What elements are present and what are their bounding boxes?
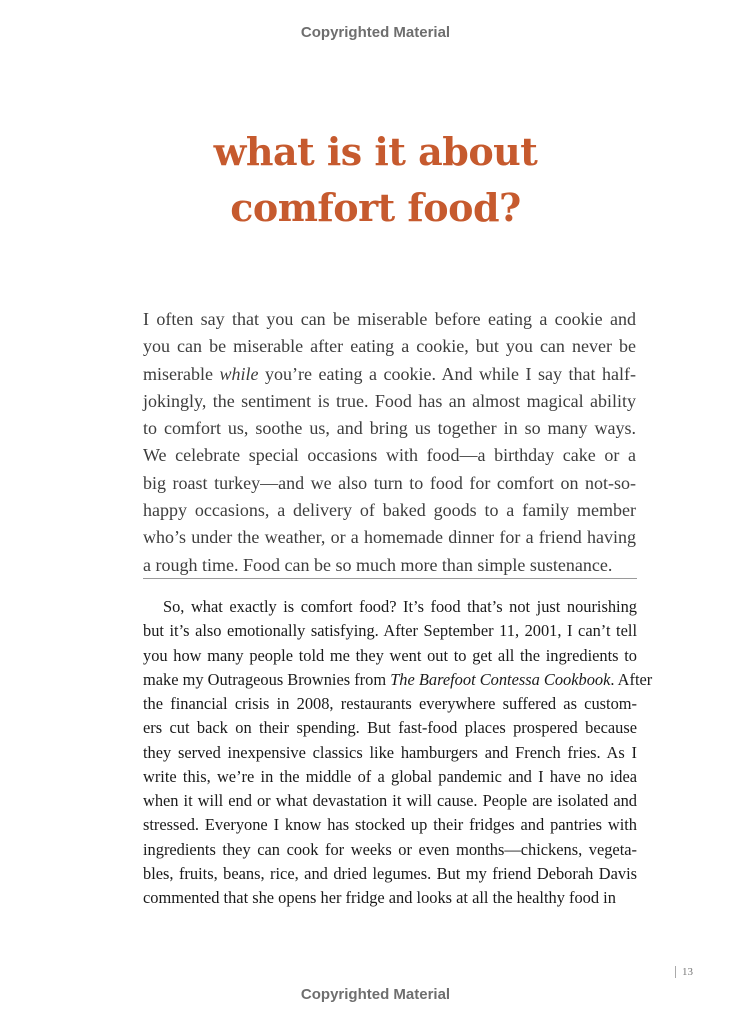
intro-line: a rough time. Food can be so much more than simple sustenance. (143, 554, 613, 575)
intro-paragraph (143, 306, 636, 579)
body-line: bles, fruits, beans, rice, and dried legumes. But my friend Deborah Davis (143, 863, 637, 883)
body-paragraph (143, 595, 653, 910)
intro-line: miserable while you’re eating a cookie. And while I say that half- (143, 363, 636, 384)
chapter-title-line-1: what is it about (213, 129, 538, 174)
emphasis-text: while (219, 363, 259, 384)
body-line: when it will end or what devastation it will cause. People are isolated and (143, 791, 637, 810)
intro-line: We celebrate special occasions with food—a birthday cake or a (143, 445, 636, 466)
chapter-title (0, 124, 751, 236)
intro-line: big roast turkey—and we also turn to food for comfort on not-so- (143, 472, 636, 493)
body-line: commented that she opens her fridge and looks at all the healthy food in (143, 888, 616, 907)
body-line: stressed. Everyone I know has stocked up their fridges and pantries with (143, 815, 637, 835)
intro-line: who’s under the weather, or a homemade dinner for a friend having (143, 527, 636, 548)
intro-line: you can be miserable after eating a cookie, but you can never be (143, 336, 636, 357)
body-line: you how many people told me they went out to get all the ingredients to (143, 645, 637, 665)
page-number-value: 13 (675, 966, 693, 978)
copyright-watermark-top: Copyrighted Material (300, 24, 451, 41)
body-line: make my Outrageous Brownies from The Barefoot Contessa Cookbook. After (143, 669, 653, 689)
section-divider (143, 578, 637, 579)
page-number (675, 966, 693, 978)
intro-line: I often say that you can be miserable before eating a cookie and (143, 309, 636, 329)
intro-line: to comfort us, soothe us, and bring us together in so many ways. (143, 418, 636, 439)
body-line: they served inexpensive classics like hamburgers and French fries. As I (143, 742, 637, 762)
copyright-watermark-bottom: Copyrighted Material (300, 986, 451, 1003)
body-line: the financial crisis in 2008, restaurants everywhere suffered as custom- (143, 694, 637, 713)
body-line: write this, we’re in the middle of a global pandemic and I have no idea (143, 766, 637, 786)
intro-line: happy occasions, a delivery of baked goods to a family member (143, 500, 636, 521)
intro-line: jokingly, the sentiment is true. Food has an almost magical ability (143, 390, 636, 411)
body-line: but it’s also emotionally satisfying. After September 11, 2001, I can’t tell (143, 621, 637, 641)
emphasis-text: The Barefoot Contessa Cookbook (390, 669, 611, 689)
chapter-title-line-2: comfort food? (230, 185, 521, 230)
body-line: So, what exactly is comfort food? It’s food that’s not just nourishing (163, 597, 637, 616)
body-line: ingredients they can cook for weeks or even months—chickens, vegeta- (143, 839, 637, 859)
body-line: ers cut back on their spending. But fast-food places prospered because (143, 718, 637, 738)
